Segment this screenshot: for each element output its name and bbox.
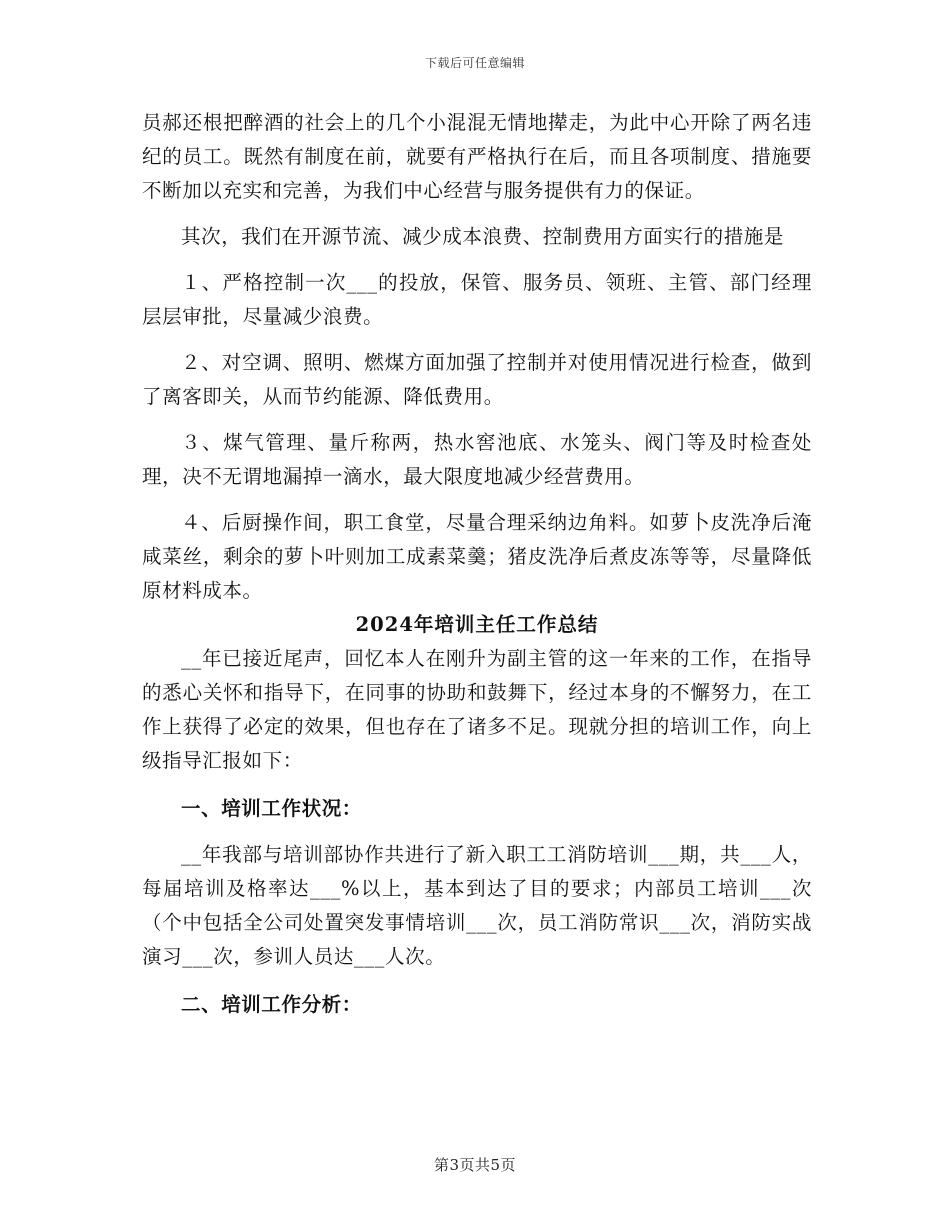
- list-item-2: ２、对空调、照明、燃煤方面加强了控制并对使用情况进行检查，做到了离客即关，从而节约能源、降低费用。: [142, 351, 812, 408]
- section-heading-1: 一、培训工作状况：: [181, 797, 362, 820]
- list-item-4: ４、后厨操作间，职工食堂，尽量合理采纳边角料。如萝卜皮洗净后淹咸菜丝，剩余的萝卜叶则加工成素菜羹；猪皮洗净后煮皮冻等等，尽量降低原材料成本。: [142, 511, 812, 602]
- list-item-3: ３、煤气管理、量斤称两，热水窖池底、水笼头、阀门等及时检查处理，决不无谓地漏掉一滴水，最大限度地减少经营费用。: [142, 431, 812, 488]
- section-heading-2: 二、培训工作分析：: [181, 993, 362, 1016]
- list-item-1: １、严格控制一次___的投放，保管、服务员、领班、主管、部门经理层层审批，尽量减少浪费。: [142, 271, 812, 328]
- paragraph-measures-intro: 其次，我们在开源节流、减少成本浪费、控制费用方面实行的措施是: [181, 225, 785, 248]
- paragraph-summary-intro: __年已接近尾声，回忆本人在刚升为副主管的这一年来的工作，在指导的悉心关怀和指导下，在同事的协助和鼓舞下，经过本身的不懈努力，在工作上获得了必定的效果，但也存在了诸多不足。现就分担的培训工作，向上级指导汇报如下：: [142, 647, 812, 772]
- paragraph-training-status: __年我部与培训部协作共进行了新入职工工消防培训___期，共___人，每届培训及格率达___%以上，基本到达了目的要求；内部员工培训___次（个中包括全公司处置突发事情培训___次，员工消防常识___次，消防实战演习___次，参训人员达___人次。: [142, 843, 812, 968]
- page-footer: 第3页共5页: [433, 1156, 517, 1174]
- document-body: [142, 106, 812, 1022]
- page-header: 下载后可任意编辑: [424, 56, 525, 70]
- document-title: 2024年培训主任工作总结: [355, 613, 599, 636]
- paragraph-continuation: 员郝还根把醉酒的社会上的几个小混混无情地撵走，为此中心开除了两名违纪的员工。既然有制度在前，就要有严格执行在后，而且各项制度、措施要不断加以充实和完善，为我们中心经营与服务提供有力的保证。: [142, 111, 812, 202]
